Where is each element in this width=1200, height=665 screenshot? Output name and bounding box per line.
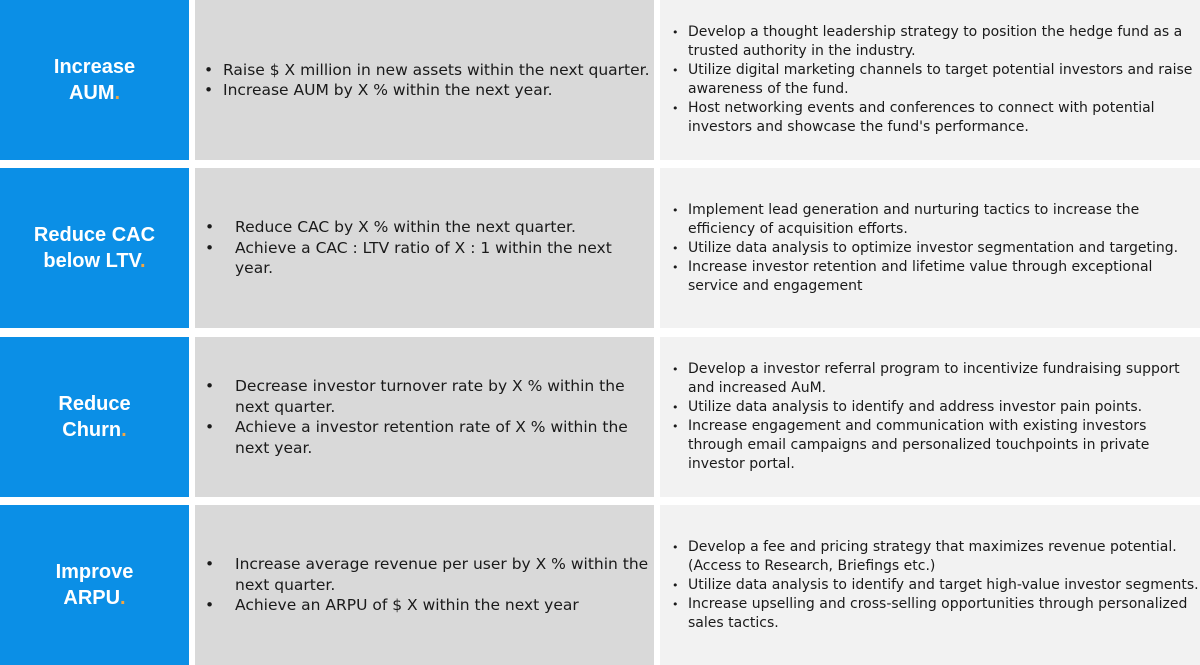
goal-item: • Achieve an ARPU of $ X within the next year: [195, 595, 654, 616]
tactic-item: • Increase investor retention and lifetime value through exceptional service and engagement: [660, 258, 1200, 296]
row-label-text: Reduce: [58, 393, 131, 415]
tactics-cell: [660, 505, 1200, 665]
goals-cell: [195, 505, 654, 665]
tactic-item: • Increase upselling and cross-selling opportunities through personalized sales tactics.: [660, 595, 1200, 633]
row-label-text: below LTV: [43, 250, 141, 272]
goals-cell: [195, 168, 654, 328]
row-label-text: Improve: [55, 561, 134, 583]
row-label-text: Reduce CAC: [33, 224, 156, 246]
row-label-line: [34, 222, 155, 248]
accent-dot: .: [121, 419, 127, 441]
tactic-item: • Utilize digital marketing channels to target potential investors and raise awareness of the fund.: [660, 61, 1200, 99]
tactic-item: • Utilize data analysis to optimize investor segmentation and targeting.: [660, 239, 1200, 258]
tactic-item: • Develop a investor referral program to incentivize fundraising support and increased AuM.: [660, 360, 1200, 398]
goal-item: • Achieve a CAC : LTV ratio of X : 1 within the next year.: [195, 238, 654, 279]
goal-item: • Achieve a investor retention rate of X % within the next year.: [195, 417, 654, 458]
row-label-cell: [0, 337, 189, 497]
goals-cell: [195, 337, 654, 497]
tactic-item: • Increase engagement and communication with existing investors through email campaigns and personalized touchpoints in private investor portal.: [660, 417, 1200, 474]
table-row: [0, 0, 1200, 160]
row-label-text: ARPU: [63, 587, 121, 609]
row-label: [34, 222, 155, 274]
goals-list: [195, 376, 654, 458]
row-label-line: [56, 585, 134, 611]
tactic-item: • Utilize data analysis to identify and address investor pain points.: [660, 398, 1200, 417]
row-label-line: [56, 559, 134, 585]
goals-list: [195, 217, 654, 279]
tactic-item: • Utilize data analysis to identify and target high-value investor segments.: [660, 576, 1200, 595]
row-label-text: Churn: [62, 419, 122, 441]
tactics-cell: [660, 337, 1200, 497]
tactics-list: [660, 23, 1200, 137]
goal-item: • Increase AUM by X % within the next year.: [195, 80, 654, 101]
tactic-item: • Host networking events and conferences to connect with potential investors and showcase the fund's performance.: [660, 99, 1200, 137]
tactics-cell: [660, 0, 1200, 160]
row-label-line: [34, 248, 155, 274]
accent-dot: .: [140, 250, 146, 272]
tactic-item: • Implement lead generation and nurturing tactics to increase the efficiency of acquisition efforts.: [660, 201, 1200, 239]
goal-item: • Decrease investor turnover rate by X % within the next quarter.: [195, 376, 654, 417]
row-label: [56, 559, 134, 611]
goal-item: • Increase average revenue per user by X % within the next quarter.: [195, 554, 654, 595]
row-label-cell: [0, 168, 189, 328]
row-label-cell: [0, 505, 189, 665]
goal-item: • Reduce CAC by X % within the next quarter.: [195, 217, 654, 238]
table-row: [0, 505, 1200, 665]
tactics-list: [660, 538, 1200, 633]
row-label: [54, 54, 135, 106]
table-row: [0, 168, 1200, 328]
tactic-item: • Develop a thought leadership strategy to position the hedge fund as a trusted authority in the industry.: [660, 23, 1200, 61]
row-label-line: [58, 417, 130, 443]
goals-list: [195, 554, 654, 616]
row-label-cell: [0, 0, 189, 160]
goals-cell: [195, 0, 654, 160]
tactics-list: [660, 360, 1200, 474]
row-label-text: Increase: [53, 56, 136, 78]
row-label-line: [58, 391, 130, 417]
goal-item: • Raise $ X million in new assets within the next quarter.: [195, 60, 654, 81]
table-row: [0, 337, 1200, 497]
tactic-item: • Develop a fee and pricing strategy that maximizes revenue potential. (Access to Research, Briefings etc.): [660, 538, 1200, 576]
row-label-line: [54, 80, 135, 106]
tactics-list: [660, 201, 1200, 296]
accent-dot: .: [114, 82, 121, 104]
goals-list: [195, 60, 654, 101]
accent-dot: .: [120, 587, 126, 609]
row-label: [58, 391, 130, 443]
tactics-cell: [660, 168, 1200, 328]
row-label-text: AUM: [68, 82, 115, 104]
row-label-line: [54, 54, 135, 80]
